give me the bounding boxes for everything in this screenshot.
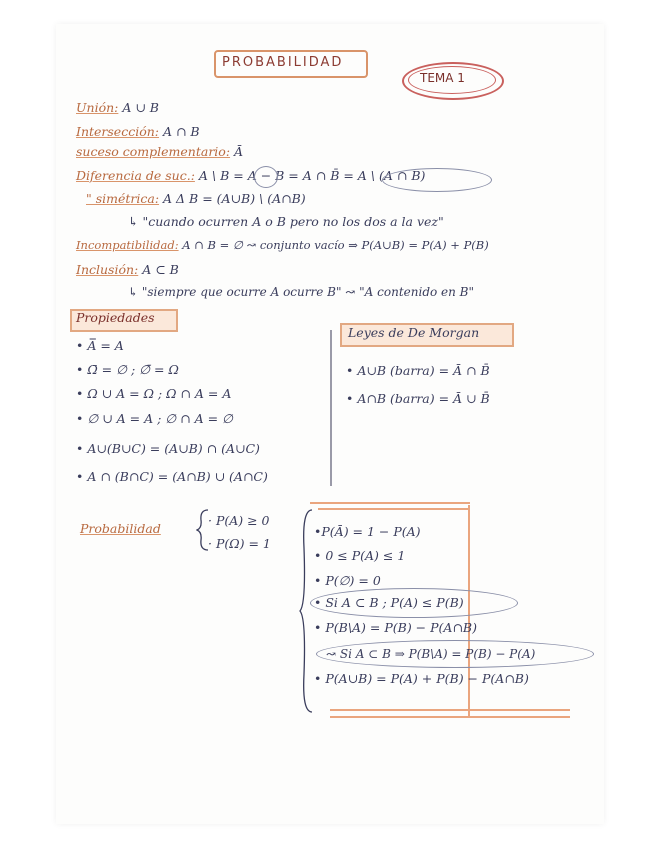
circle-mark	[254, 166, 278, 188]
prop-item: • A∪(B∪C) = (A∪B) ∩ (A∪C)	[76, 441, 260, 456]
def-union	[76, 102, 159, 115]
morgan-item: • A∩B (barra) = Ā ∪ B̄	[346, 391, 490, 406]
propiedades-header: Propiedades	[76, 310, 155, 325]
def-incompat	[76, 240, 489, 252]
tema-label: TEMA 1	[420, 71, 465, 85]
def-inclusion-note-text: ↳ "siempre que ocurre A ocurre B" ↝ "A contenido en B"	[128, 285, 475, 299]
def-difference-label: Diferencia de suc.:	[76, 168, 195, 183]
def-inclusion	[76, 264, 179, 277]
props-brace	[298, 508, 314, 714]
frame-line	[318, 508, 468, 510]
def-inclusion-note	[128, 286, 474, 298]
def-intersection-label: Intersección:	[76, 124, 159, 139]
prob-prop: • P(A∪B) = P(A) + P(B) − P(A∩B)	[314, 671, 529, 686]
def-complement-label: suceso complementario:	[76, 144, 231, 159]
circle-mark	[382, 168, 492, 192]
def-incompat-expr: A ∩ B = ∅ ↝ conjunto vacío ⇒ P(A∪B) = P(A) + P(B)	[182, 238, 489, 252]
def-difference	[76, 170, 425, 183]
axiom-item: · P(Ω) = 1	[208, 536, 271, 551]
prop-item: • Ω ∪ A = Ω ; Ω ∩ A = A	[76, 386, 232, 401]
prop-item: • A̿ = A	[76, 338, 124, 353]
prob-prop: •P(Ā) = 1 − P(A)	[314, 524, 421, 539]
def-symmetric-expr: A Δ B = (A∪B) \ (A∩B)	[163, 191, 306, 206]
prob-prop: • Si A ⊂ B ; P(A) ≤ P(B)	[314, 595, 464, 610]
def-symmetric-note	[128, 216, 444, 229]
morgan-item: • A∪B (barra) = Ā ∩ B̄	[346, 363, 490, 378]
def-complement-expr: Ā	[234, 144, 244, 159]
morgan-header: Leyes de De Morgan	[348, 325, 480, 340]
def-complement	[76, 146, 243, 159]
prop-item: • ∅ ∪ A = A ; ∅ ∩ A = ∅	[76, 411, 233, 426]
def-symmetric-label: " simétrica:	[86, 191, 160, 206]
def-incompat-label: Incompatibilidad:	[76, 238, 179, 252]
frame-line	[310, 502, 470, 504]
column-divider	[330, 330, 332, 486]
prop-item: • Ω̄ = ∅ ; ∅̄ = Ω	[76, 362, 179, 377]
prop-item: • A ∩ (B∩C) = (A∩B) ∪ (A∩C)	[76, 469, 268, 484]
prob-prop: • P(B\A) = P(B) − P(A∩B)	[314, 620, 477, 635]
def-symmetric-note-text: ↳ "cuando ocurren A o B pero no los dos a la vez"	[128, 214, 444, 229]
page-title: PROBABILIDAD	[222, 55, 344, 70]
def-difference-expr: A \ B = A − B = A ∩ B̄ = A \ (A ∩ B)	[198, 168, 426, 183]
prob-prop: • 0 ≤ P(A) ≤ 1	[314, 548, 406, 563]
def-intersection-expr: A ∩ B	[162, 124, 200, 139]
frame-line	[330, 709, 570, 711]
frame-line	[330, 716, 570, 718]
def-inclusion-label: Inclusión:	[76, 262, 139, 277]
prob-prop: • P(∅) = 0	[314, 573, 381, 588]
axiom-item: · P(A) ≥ 0	[208, 513, 270, 528]
prob-label	[80, 523, 161, 536]
def-symmetric	[86, 193, 306, 206]
def-union-label: Unión:	[76, 100, 119, 115]
def-intersection	[76, 126, 200, 139]
prob-prop: ↝ Si A ⊂ B ⇒ P(B\A) = P(B) − P(A)	[326, 647, 536, 661]
prob-label-text: Probabilidad	[80, 521, 161, 536]
def-union-expr: A ∪ B	[122, 100, 159, 115]
def-inclusion-expr: A ⊂ B	[142, 262, 179, 277]
